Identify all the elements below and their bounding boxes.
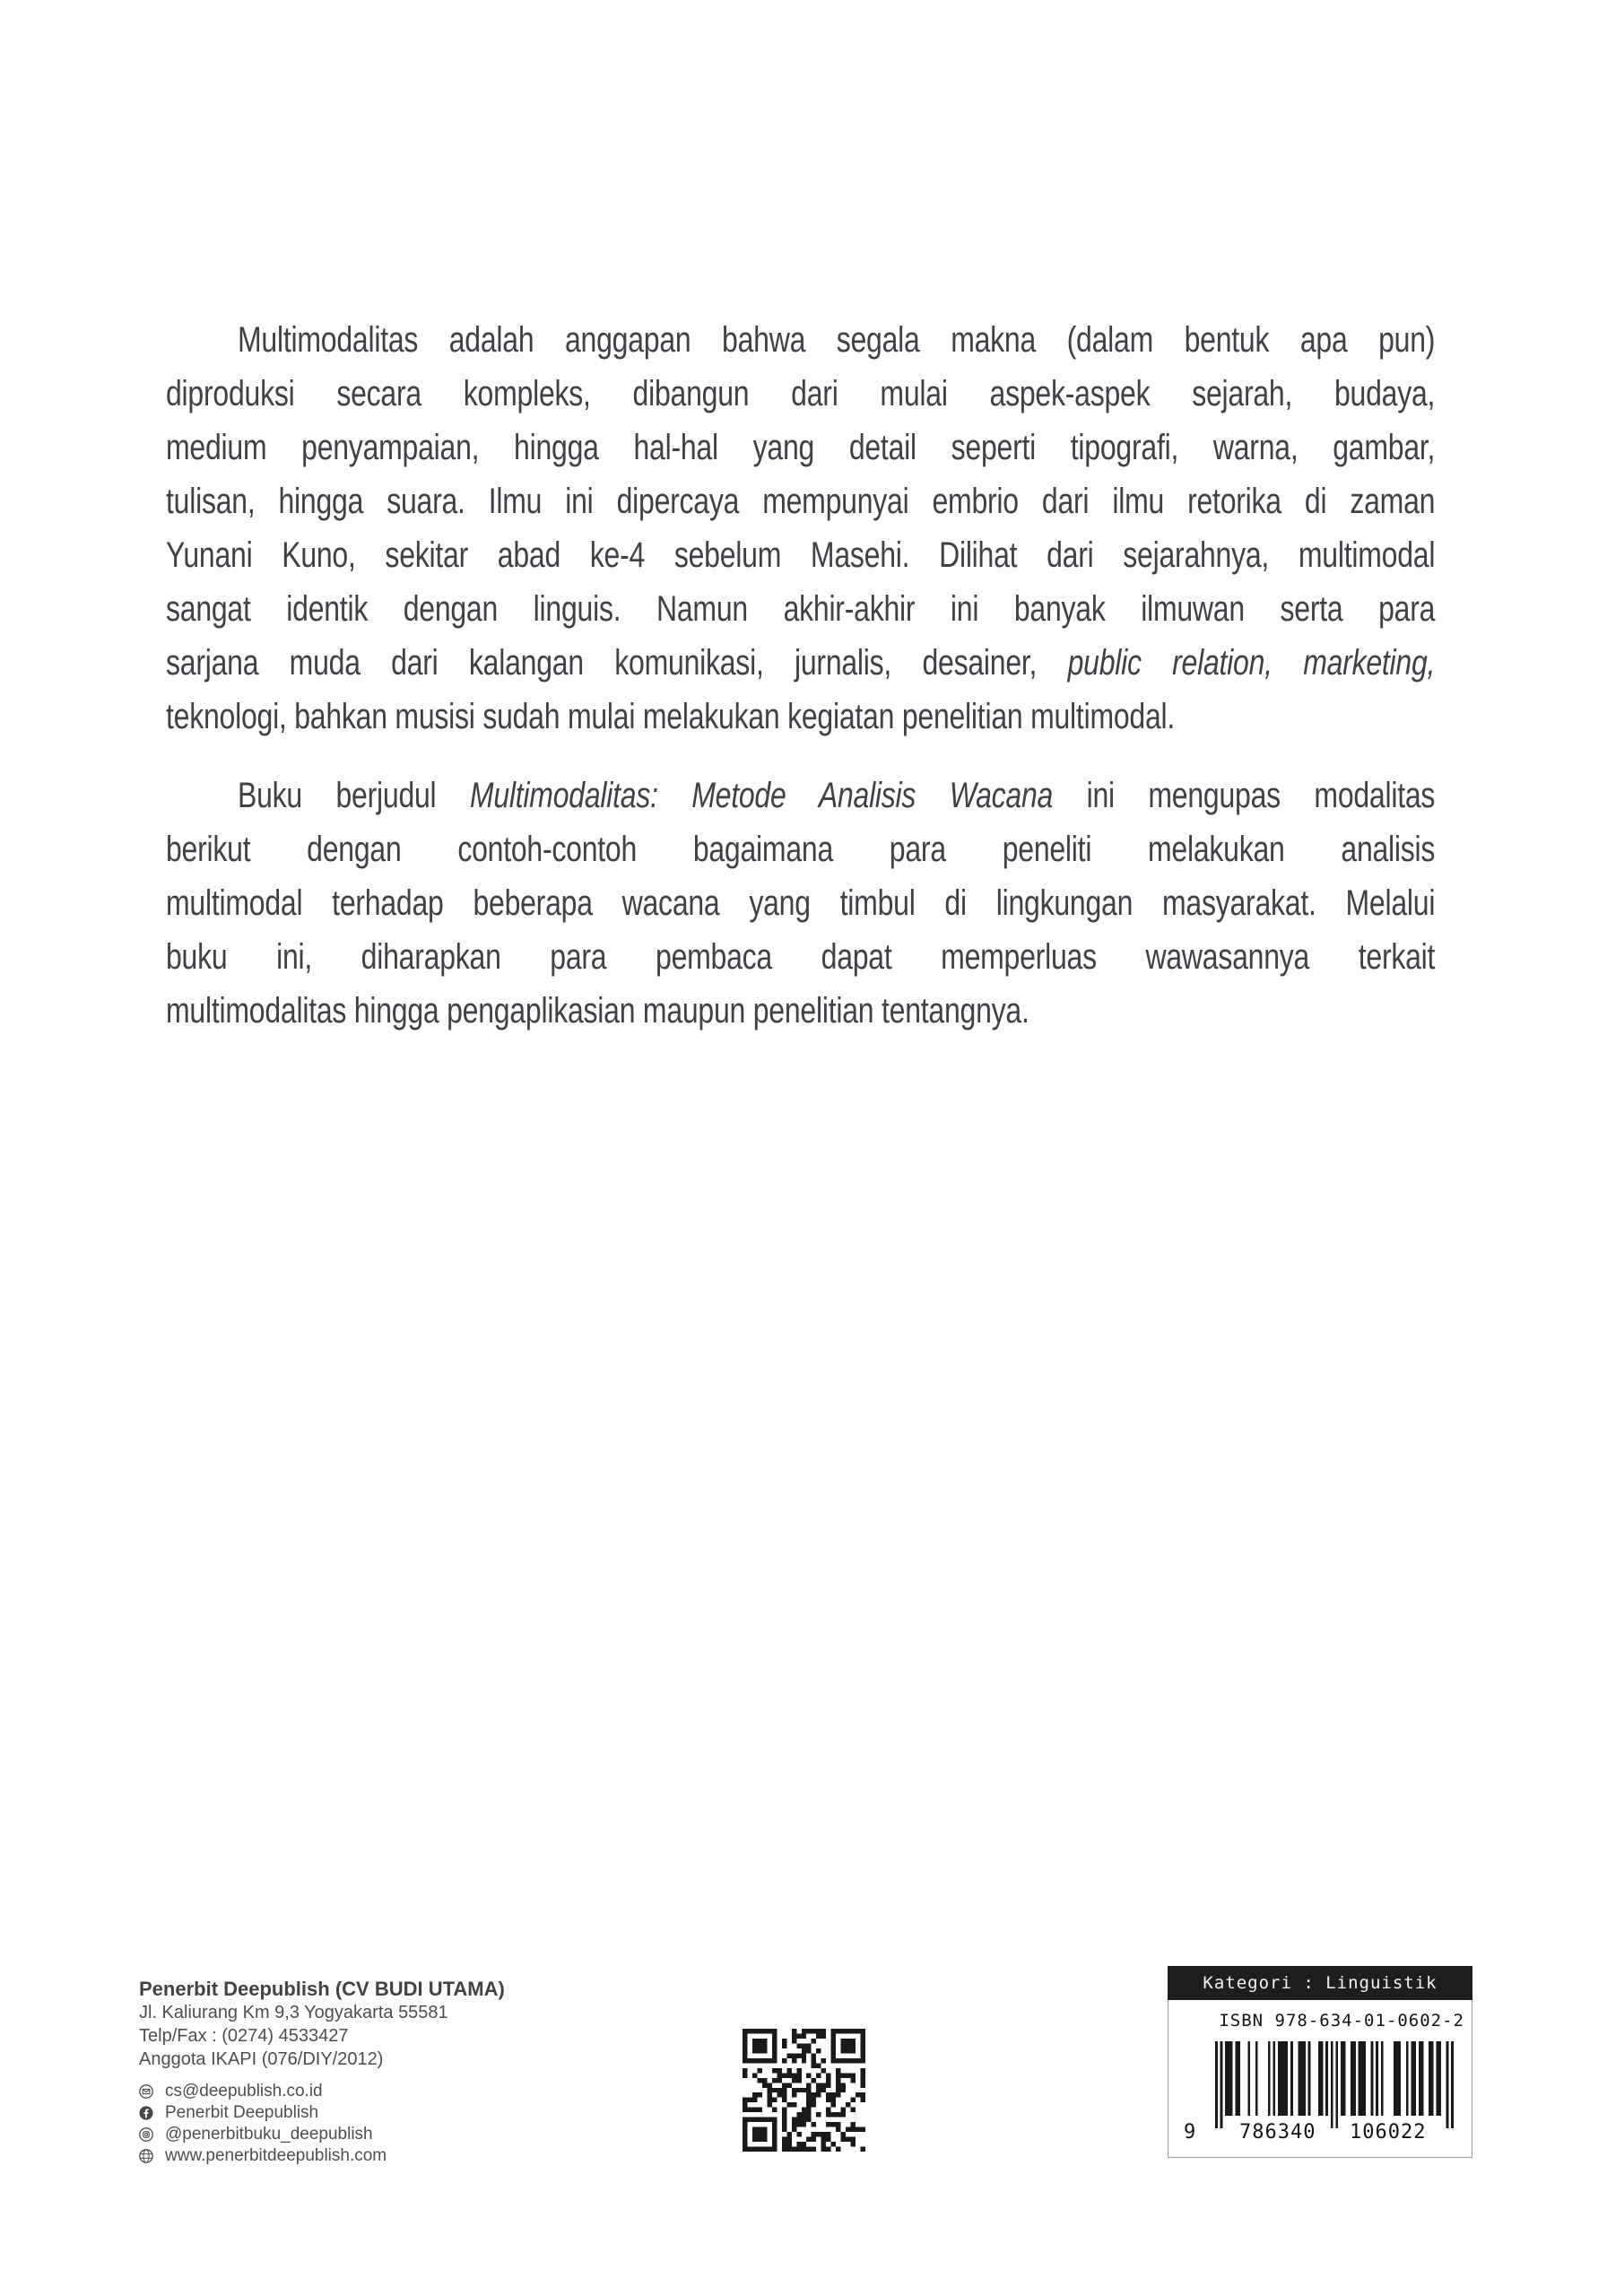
ean13-bars xyxy=(1215,2041,1454,2128)
contact-label: cs@deepublish.co.id xyxy=(165,2082,323,2100)
publisher-address: Jl. Kaliurang Km 9,3 Yogyakarta 55581 xyxy=(139,2003,448,2022)
synopsis-paragraph xyxy=(166,769,1435,1038)
contact-label: www.penerbitdeepublish.com xyxy=(165,2146,387,2165)
synopsis-line: diproduksi secara kompleks, dibangun dari mulai aspek-aspek sejarah, budaya, xyxy=(166,374,1436,413)
synopsis-line: buku ini, diharapkan para pembaca dapat memperluas wawasannya terkait xyxy=(166,937,1436,977)
contact-row xyxy=(139,2081,641,2102)
isbn-barcode-panel xyxy=(1168,1966,1472,2158)
synopsis-line: medium penyampaian, hingga hal-hal yang detail seperti tipografi, warna, gambar, xyxy=(166,428,1436,467)
qr-code xyxy=(743,2029,865,2152)
contact-label: Penerbit Deepublish xyxy=(165,2103,319,2122)
synopsis-line: Yunani Kuno, sekitar abad ke-4 sebelum Masehi. Dilihat dari sejarahnya, multimodal xyxy=(166,535,1436,575)
instagram-icon xyxy=(139,2127,153,2142)
contact-row xyxy=(139,2102,641,2124)
email-icon xyxy=(139,2084,153,2099)
synopsis-line: teknologi, bahkan musisi sudah mulai melakukan kegiatan penelitian multimodal. xyxy=(166,697,1176,736)
synopsis-line: sarjana muda dari kalangan komunikasi, jurnalis, desainer, public relation, marketing, xyxy=(166,643,1436,683)
ean-digit-first: 9 xyxy=(1184,2121,1197,2144)
contact-label: @penerbitbuku_deepublish xyxy=(165,2125,373,2144)
ean-digits-left: 786340 xyxy=(1239,2121,1316,2144)
facebook-icon xyxy=(139,2106,153,2120)
isbn-text: ISBN 978-634-01-0602-2 xyxy=(1219,2011,1464,2031)
synopsis-line: berikut dengan contoh-contoh bagaimana para peneliti melakukan analisis xyxy=(166,830,1436,869)
synopsis-line: Buku berjudul Multimodalitas: Metode Analisis Wacana ini mengupas modalitas xyxy=(238,776,1436,815)
contact-row xyxy=(139,2145,641,2167)
synopsis-line: multimodal terhadap beberapa wacana yang timbul di lingkungan masyarakat. Melalui xyxy=(166,883,1436,923)
publisher-membership: Anggota IKAPI (076/DIY/2012) xyxy=(139,2049,384,2069)
synopsis-paragraph xyxy=(166,313,1435,744)
ean13-barcode xyxy=(1215,2041,1454,2128)
publisher-contacts xyxy=(139,2081,641,2167)
synopsis-line: Multimodalitas adalah anggapan bahwa segala makna (dalam bentuk apa pun) xyxy=(238,320,1436,360)
globe-icon xyxy=(139,2149,153,2163)
synopsis-line: multimodalitas hingga pengaplikasian maupun penelitian tentangnya. xyxy=(166,991,1029,1031)
category-label: Kategori : Linguistik xyxy=(1168,1966,1472,2000)
qr-code-image xyxy=(743,2029,865,2152)
synopsis-line: tulisan, hingga suara. Ilmu ini dipercaya mempunyai embrio dari ilmu retorika di zaman xyxy=(166,482,1436,521)
publisher-info xyxy=(139,1977,641,2167)
contact-row xyxy=(139,2124,641,2145)
synopsis xyxy=(166,313,1435,1038)
publisher-name: Penerbit Deepublish (CV BUDI UTAMA) xyxy=(139,1978,505,2000)
ean-digits-right: 106022 xyxy=(1350,2121,1427,2144)
synopsis-line: sangat identik dengan linguis. Namun akhir-akhir ini banyak ilmuwan serta para xyxy=(166,589,1436,629)
publisher-phone: Telp/Fax : (0274) 4533427 xyxy=(139,2026,349,2046)
